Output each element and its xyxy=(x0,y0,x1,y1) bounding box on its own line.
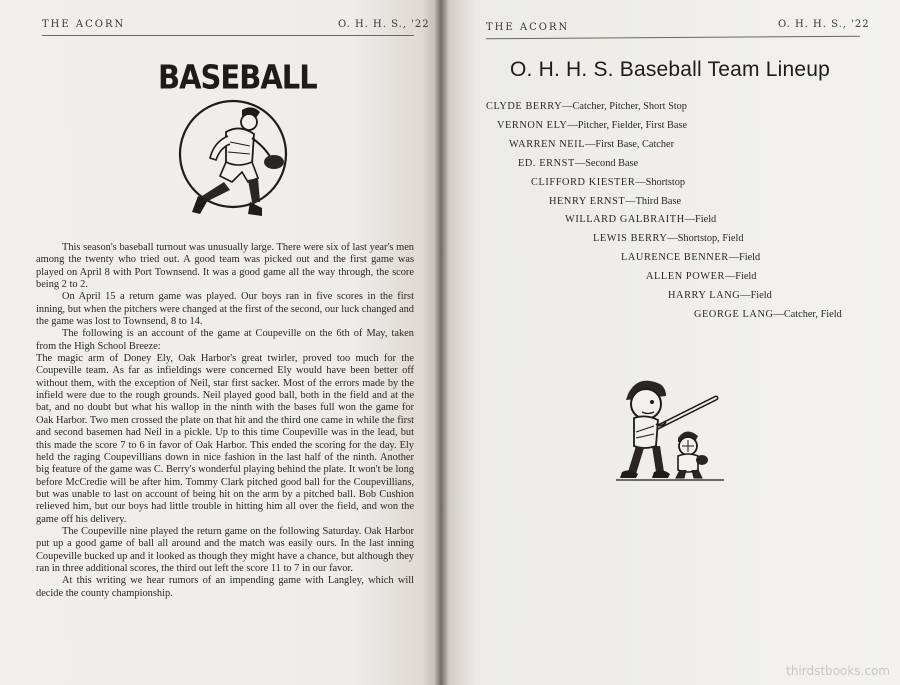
baseball-logo xyxy=(158,57,317,220)
player-name: WILLARD GALBRAITH xyxy=(565,214,685,225)
baseball-logo-word: BASEBALL xyxy=(158,57,317,97)
watermark-text: thirdstbooks.com xyxy=(786,664,890,678)
lineup-entry: CLIFFORD KIESTER—Shortstop xyxy=(531,177,686,188)
player-name: VERNON ELY xyxy=(497,120,568,131)
baseball-player-icon xyxy=(168,96,298,220)
lineup-title: O. H. H. S. Baseball Team Lineup xyxy=(509,58,830,81)
article-paragraph: The Coupeville nine played the return game on the following Saturday. Oak Harbor put up a good game of ball all around and the match was easily ours. In the last inning Coupeville bucked up and it looked as though they might have a chance, but although they ran in three additional scores, the third out left the score 11 to 7 in our favor. xyxy=(36,525,414,574)
lineup-entry: LEWIS BERRY—Shortstop, Field xyxy=(593,233,744,244)
lineup-entry: GEORGE LANG—Catcher, Field xyxy=(694,309,842,320)
player-name: ALLEN POWER xyxy=(646,271,725,282)
player-positions: Catcher, Pitcher, Short Stop xyxy=(572,101,687,112)
article-paragraph: At this writing we hear rumors of an impending game with Langley, which will decide the county championship. xyxy=(36,575,414,599)
book-gutter xyxy=(434,0,448,685)
batter-cartoon-icon xyxy=(612,372,730,484)
article-paragraph: The following is an account of the game at Coupeville on the 6th of May, taken from the High School Breeze: xyxy=(36,328,414,352)
player-name: ED. ERNST xyxy=(518,158,575,169)
right-running-head-title: THE ACORN xyxy=(486,22,570,33)
lineup-entry: VERNON ELY—Pitcher, Fielder, First Base xyxy=(497,120,688,131)
player-name: CLIFFORD KIESTER xyxy=(531,177,636,188)
player-name: GEORGE LANG xyxy=(694,309,774,320)
player-name: WARREN NEIL xyxy=(509,139,586,150)
lineup-entry: ALLEN POWER—Field xyxy=(646,271,757,282)
player-positions: Field xyxy=(750,290,772,301)
left-running-head-school: O. H. H. S., '22 xyxy=(338,19,430,30)
player-positions: Field xyxy=(738,252,761,263)
article-paragraph: On April 15 a return game was played. Our boys ran in five scores in the first inning, but when the pitchers were changed at the first of the second, our luck changed and the game was lost to Townsend, 8 to 14. xyxy=(36,291,414,328)
player-name: HARRY LANG xyxy=(668,290,741,301)
player-name: HENRY ERNST xyxy=(549,196,626,207)
player-positions: Field xyxy=(735,271,757,282)
left-header-rule xyxy=(42,35,414,36)
player-positions: Pitcher, Fielder, First Base xyxy=(577,120,688,131)
player-positions: Third Base xyxy=(635,196,682,207)
lineup-entry: HARRY LANG—Field xyxy=(668,290,772,301)
left-running-head-title: THE ACORN xyxy=(42,19,126,30)
baseball-article xyxy=(36,242,414,600)
player-name: CLYDE BERRY xyxy=(486,101,563,112)
player-positions: Field xyxy=(695,214,717,225)
player-name: LEWIS BERRY xyxy=(593,233,668,244)
player-positions: First Base, Catcher xyxy=(595,139,675,150)
player-positions: Catcher, Field xyxy=(783,309,842,320)
article-paragraph: The magic arm of Doney Ely, Oak Harbor's great twirler, proved too much for the Coupeville team. As far as infieldings were concerned Ely would have been better off without them, with the exception of Neil, star first sacker. Most of the errors made by the infield were due to the rough grounds. Neil played good ball, both in the field and at the bat, and no doubt but what his wallop in the ninth with the bases full won the game for Oak Harbor. Two men crossed the plate on that hit and the third one came in while the first and second basemen had Neil in a pickle. Up to this time Coupeville was in the lead, but this made the score 7 to 6 in favor of Oak Harbor. This ended the scoring for the day. Ely held the raging Coupevillians down in nice fashion in the last half of the ninth. Another big feature of the game was C. Berry's wonderful playing behind the plate. It won't be long before McCredie will be after him. Tommy Clark pitched good ball for the Coupevillians, but was unable to last on account of being hit on the arm by a pitched ball. Bob Cushion relieved him, but our boys had little trouble in hitting him all over the field, and won the game off his delivery. xyxy=(36,353,414,525)
lineup-entry: LAURENCE BENNER—Field xyxy=(621,252,761,263)
player-positions: Shortstop, Field xyxy=(677,233,744,244)
lineup-entry: CLYDE BERRY—Catcher, Pitcher, Short Stop xyxy=(486,101,687,112)
player-positions: Second Base xyxy=(585,158,639,169)
player-positions: Shortstop xyxy=(645,177,686,188)
lineup-entry: HENRY ERNST—Third Base xyxy=(549,196,682,207)
player-name: LAURENCE BENNER xyxy=(621,252,729,263)
right-running-head-school: O. H. H. S., '22 xyxy=(778,19,870,30)
lineup-entry: WILLARD GALBRAITH—Field xyxy=(565,214,717,225)
lineup-entry: WARREN NEIL—First Base, Catcher xyxy=(509,139,675,150)
lineup-entry: ED. ERNST—Second Base xyxy=(518,158,639,169)
article-paragraph: This season's baseball turnout was unusually large. There were six of last year's men among the twenty who tried out. A good team was picked out and the first game was played on April 8 with Port Townsend. It was a good game all the way through, the score being 2 to 2. xyxy=(36,242,414,291)
